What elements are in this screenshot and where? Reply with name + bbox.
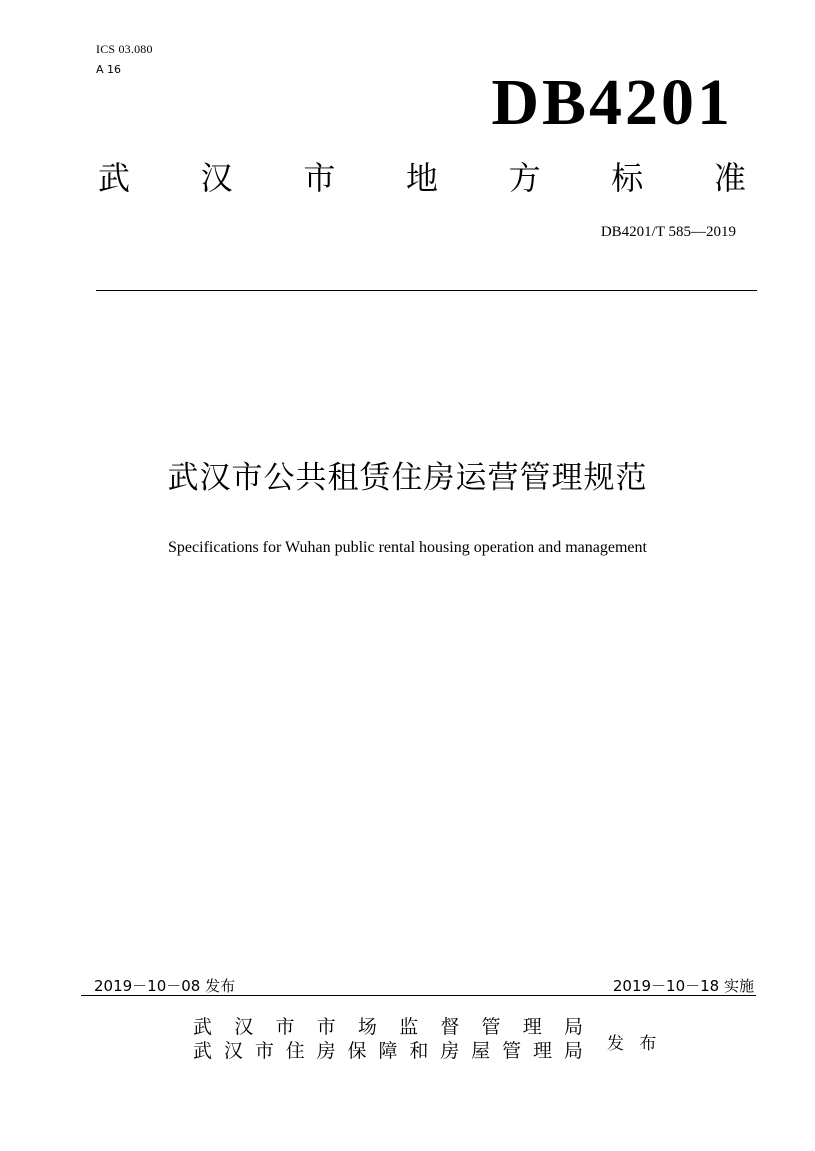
issuer-char: 监 (399, 1016, 419, 1038)
issuer-char: 市 (316, 1016, 336, 1038)
issuer-char: 理 (532, 1040, 552, 1062)
issuer-char: 屋 (471, 1040, 491, 1062)
issuer-char: 住 (285, 1040, 305, 1062)
db-code: DB4201 (491, 66, 733, 139)
issuer-char: 市 (275, 1016, 295, 1038)
issuer-char: 督 (440, 1016, 460, 1038)
title-chinese: 武汉市公共租赁住房运营管理规范 (167, 460, 648, 496)
issuer-char: 和 (409, 1040, 429, 1062)
standard-type-heading (98, 158, 746, 198)
issuer-char: 理 (522, 1016, 542, 1038)
header-divider (96, 290, 757, 291)
issuer-char: 汉 (223, 1040, 243, 1062)
standard-number: DB4201/T 585—2019 (600, 224, 736, 240)
issuer-char: 管 (502, 1040, 522, 1062)
issuer-char: 武 (193, 1016, 213, 1038)
issuer-char: 障 (378, 1040, 398, 1062)
issuer-char: 武 (193, 1040, 213, 1062)
standard-type-char: 准 (713, 159, 746, 197)
standard-type-char: 地 (405, 159, 438, 197)
issuer-char: 市 (254, 1040, 274, 1062)
issuer-char: 局 (563, 1040, 583, 1062)
issuer-char: 汉 (234, 1016, 254, 1038)
standard-type-char: 武 (98, 159, 131, 197)
issuing-authorities (193, 1015, 583, 1063)
issuer-char: 房 (440, 1040, 460, 1062)
issuer-char: 保 (347, 1040, 367, 1062)
implement-date: 2019－10－18 实施 (612, 977, 754, 995)
standard-type-char: 方 (508, 159, 541, 197)
issuer-char: 场 (357, 1016, 377, 1038)
standard-type-char: 标 (611, 159, 644, 197)
publish-label: 发 布 (607, 1034, 662, 1054)
issuer-char: 管 (481, 1016, 501, 1038)
standard-type-char: 汉 (200, 159, 233, 197)
footer-divider (81, 995, 756, 996)
ics-code: ICS 03.080 (96, 42, 153, 56)
issue-date: 2019－10－08 发布 (94, 977, 236, 995)
classification-code: A 16 (96, 63, 122, 76)
issuer-line-1 (193, 1015, 583, 1039)
issuer-char: 房 (316, 1040, 336, 1062)
issuer-char: 局 (563, 1016, 583, 1038)
issuer-line-2 (193, 1039, 583, 1063)
title-english: Specifications for Wuhan public rental housing operation and management (168, 539, 647, 556)
standard-type-char: 市 (303, 159, 336, 197)
